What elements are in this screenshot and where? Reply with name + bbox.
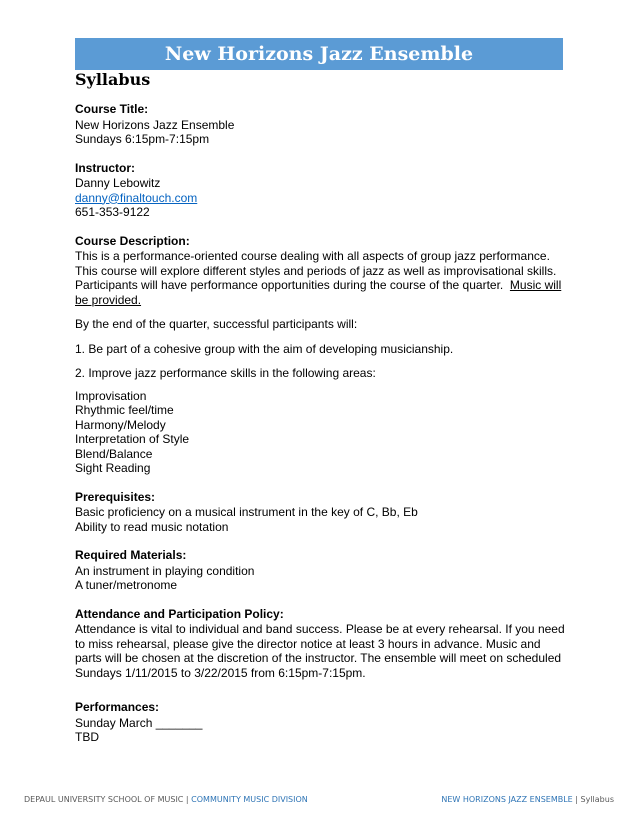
footer-right — [441, 795, 614, 804]
performances-section — [75, 700, 565, 745]
performance-date: Sunday March _______ — [75, 715, 203, 730]
description-text: This is a performance-oriented course dealing with all aspects of group jazz performance. This course will explore different styles and periods of jazz as well as improvisational skills. Participants will have performance opportunities during the course of the quarter. — [75, 249, 557, 292]
document-title: Syllabus — [75, 70, 151, 89]
course-title-section — [75, 102, 565, 147]
footer-ensemble: NEW HORIZONS JAZZ ENSEMBLE — [441, 795, 573, 804]
materials-section — [75, 548, 565, 593]
material-item: An instrument in playing condition — [75, 563, 255, 578]
footer-division: COMMUNITY MUSIC DIVISION — [191, 795, 308, 804]
materials-heading: Required Materials: — [75, 548, 187, 562]
instructor-phone: 651-353-9122 — [75, 205, 150, 219]
instructor-name: Danny Lebowitz — [75, 176, 161, 190]
goal-1: 1. Be part of a cohesive group with the aim of developing musicianship. — [75, 341, 454, 356]
header-banner — [75, 38, 563, 70]
performance-tbd: TBD — [75, 730, 99, 744]
prerequisite-item: Basic proficiency on a musical instrument in the key of C, Bb, Eb — [75, 505, 418, 519]
description-paragraph — [75, 249, 565, 307]
footer-doc-name: | Syllabus — [572, 795, 614, 804]
skill-areas-list — [75, 389, 565, 476]
instructor-section — [75, 161, 565, 220]
description-heading: Course Description: — [75, 233, 190, 248]
instructor-email-link[interactable]: danny@finaltouch.com — [75, 190, 198, 205]
syllabus-body — [75, 102, 565, 759]
list-item: Interpretation of Style — [75, 432, 190, 446]
course-title-heading: Course Title: — [75, 102, 149, 116]
performances-heading: Performances: — [75, 700, 160, 714]
description-section — [75, 234, 565, 476]
list-item: Blend/Balance — [75, 446, 153, 461]
attendance-text: Attendance is vital to individual and band success. Please be at every rehearsal. If you need to miss rehearsal, please give the director notice at least 3 hours in advance. Music and parts will be chosen at the discretion of the instructor. The ensemble will meet on scheduled Sundays 1/11/2015 to 3/22/2015 from 6:15pm-7:15pm. — [75, 622, 565, 680]
course-name: New Horizons Jazz Ensemble — [75, 117, 235, 132]
attendance-section — [75, 607, 565, 681]
goal-2: 2. Improve jazz performance skills in the following areas: — [75, 366, 376, 380]
course-schedule: Sundays 6:15pm-7:15pm — [75, 132, 210, 146]
prerequisites-section — [75, 490, 565, 535]
footer-left — [24, 795, 308, 804]
list-item: Rhythmic feel/time — [75, 403, 174, 417]
outcomes-intro: By the end of the quarter, successful participants will: — [75, 317, 358, 331]
attendance-heading: Attendance and Participation Policy: — [75, 606, 284, 621]
music-provided-note: Music will be provided. — [75, 278, 562, 307]
page-footer — [24, 795, 614, 804]
banner-title: New Horizons Jazz Ensemble — [164, 43, 474, 65]
prerequisites-heading: Prerequisites: — [75, 489, 156, 504]
footer-school: DEPAUL UNIVERSITY SCHOOL OF MUSIC | — [24, 795, 192, 804]
material-item: A tuner/metronome — [75, 578, 178, 592]
list-item: Sight Reading — [75, 461, 151, 475]
prerequisite-item: Ability to read music notation — [75, 519, 229, 534]
list-item: Improvisation — [75, 388, 147, 403]
list-item: Harmony/Melody — [75, 417, 166, 432]
instructor-heading: Instructor: — [75, 160, 135, 175]
